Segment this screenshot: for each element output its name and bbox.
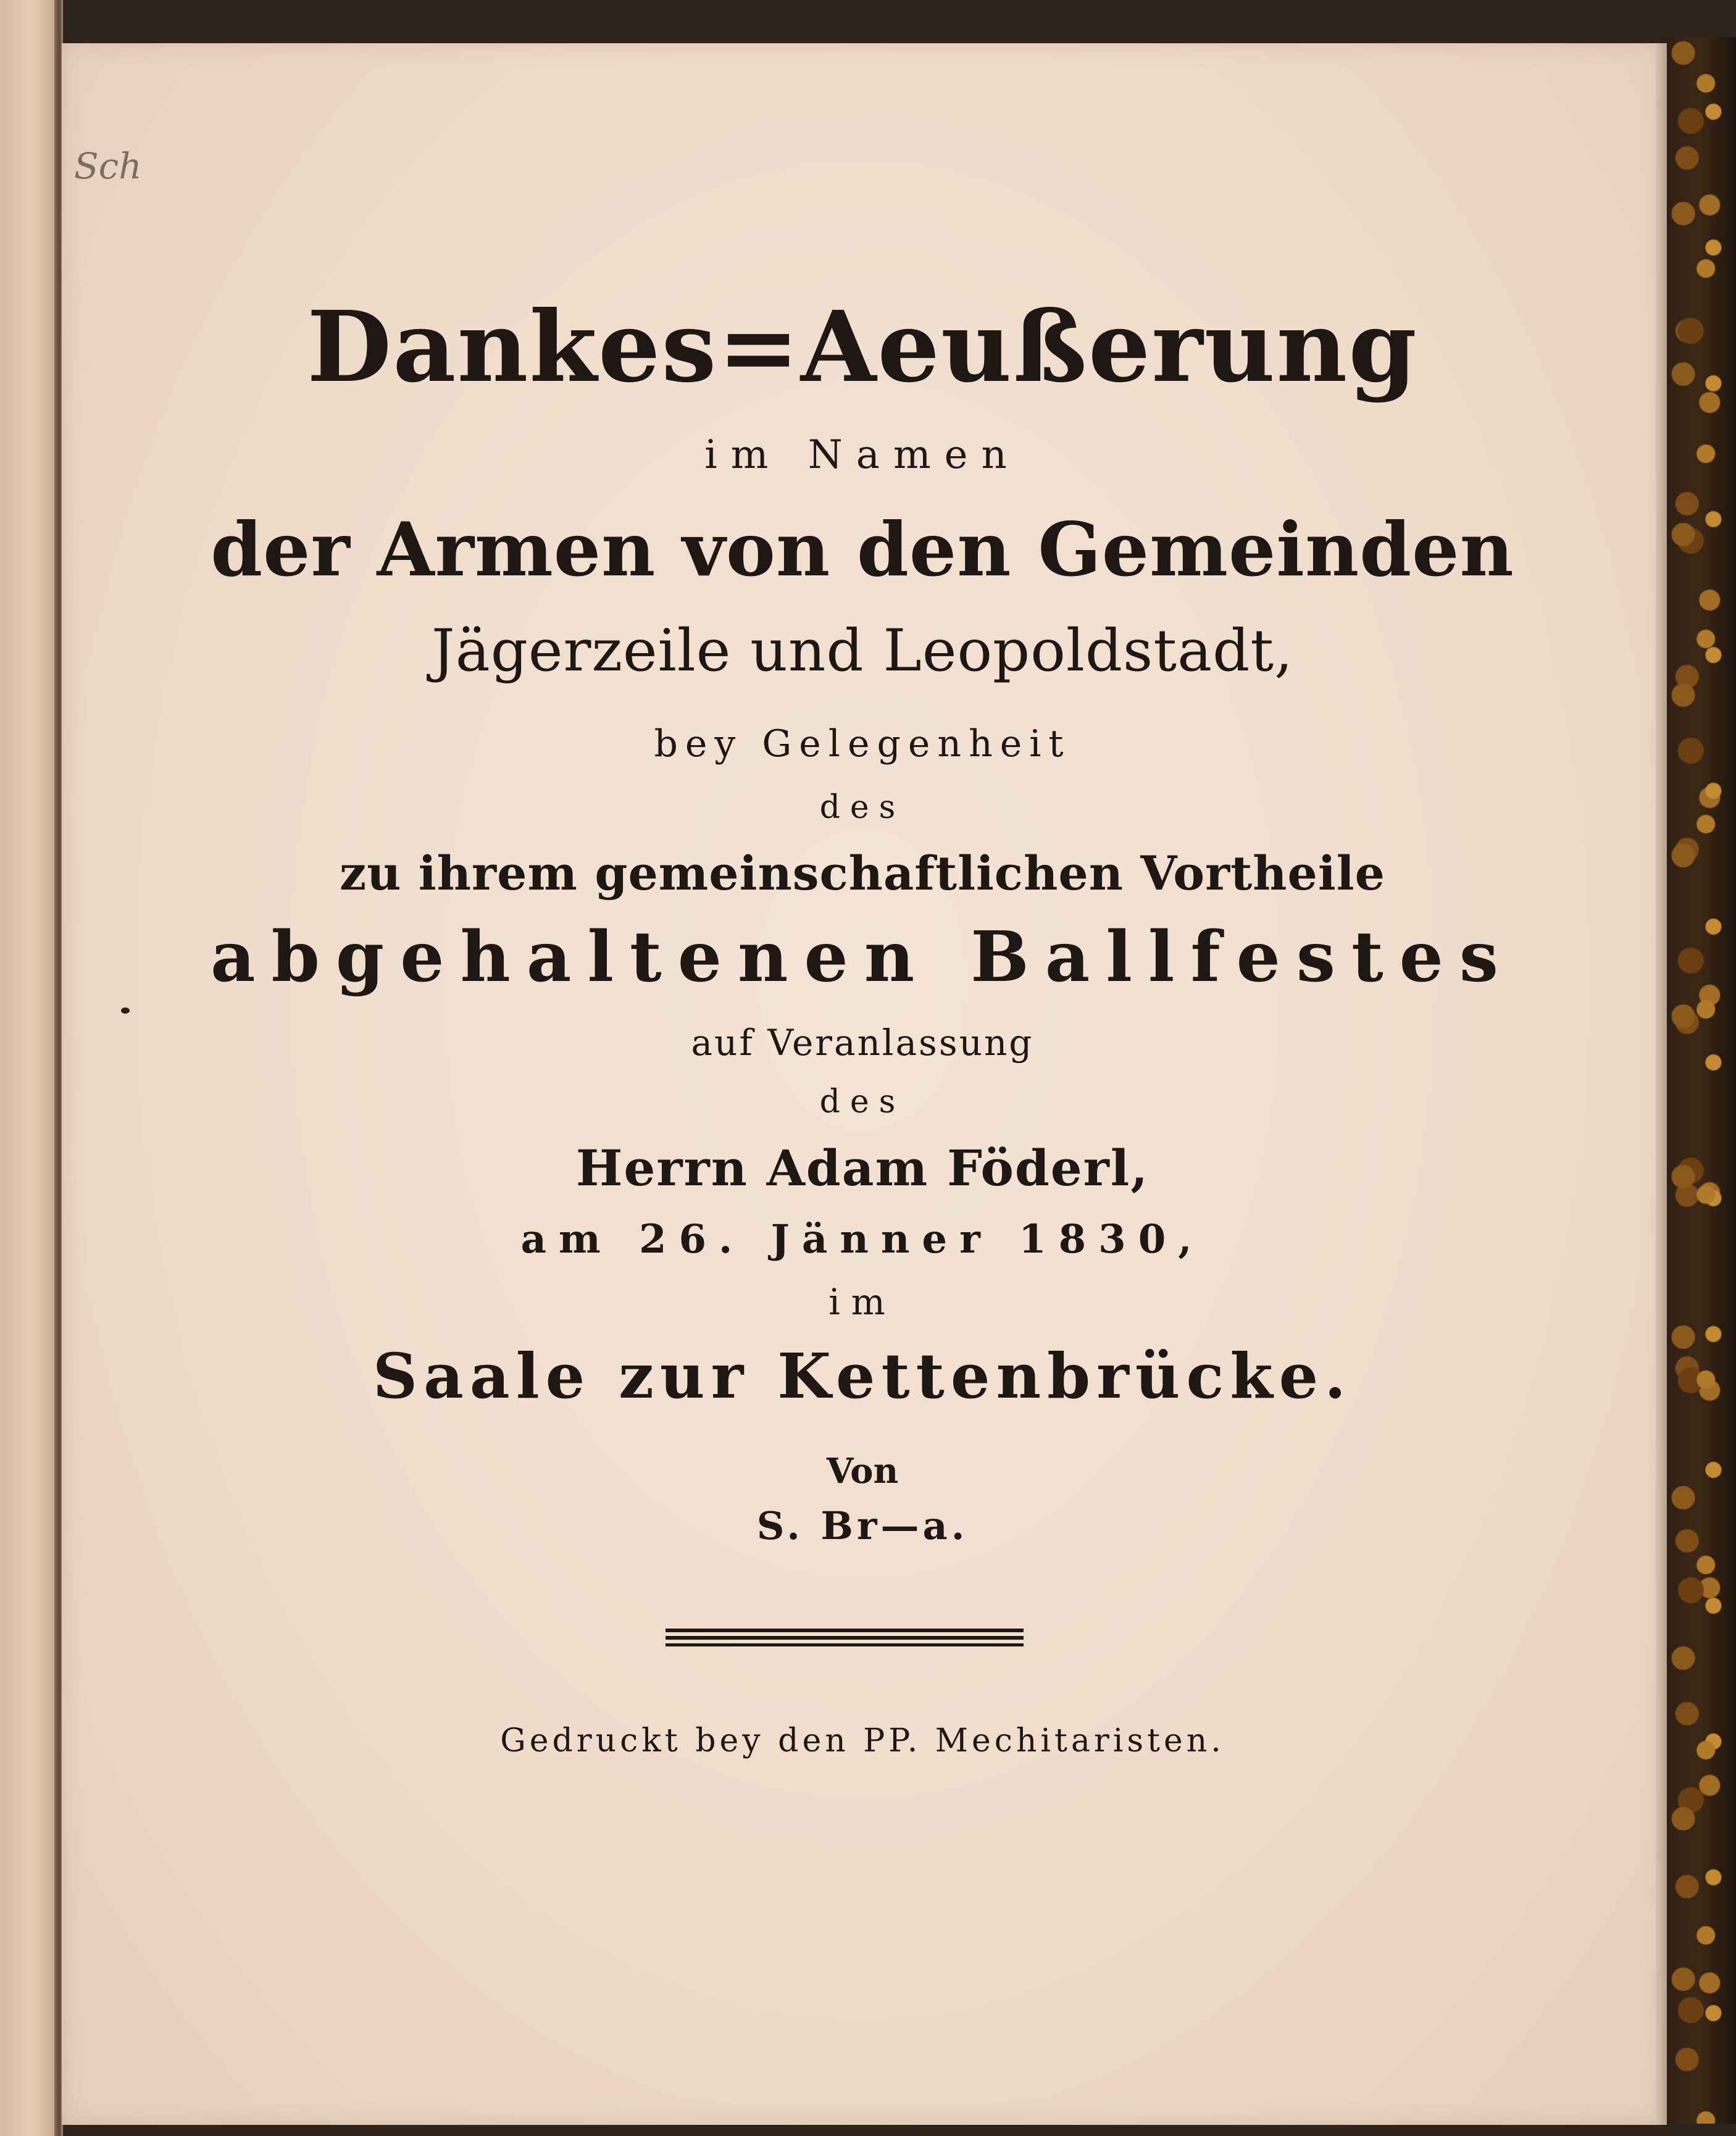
title-line-zu-ihrem: zu ihrem gemeinschaftlichen Vortheile <box>340 846 1385 901</box>
title-line-bey-gelegenheit: bey Gelegenheit <box>654 722 1071 766</box>
rule-line-top <box>666 1629 1024 1632</box>
marbled-cover-edge <box>1661 37 1736 2124</box>
author: S. Br—a. <box>756 1503 969 1548</box>
title-line-des-2: des <box>819 1083 906 1120</box>
printer-imprint: Gedruckt bey den PP. Mechitaristen. <box>500 1722 1225 1759</box>
document-title: Dankes=Aeußerung <box>307 290 1418 404</box>
title-line-im: im <box>828 1281 896 1323</box>
title-line-der-armen: der Armen von den Gemeinden <box>211 506 1514 593</box>
title-line-veranlassung: auf Veranlassung <box>691 1022 1034 1064</box>
title-line-saale: Saale zur Kettenbrücke. <box>372 1340 1353 1412</box>
handwritten-margin-note: Sch <box>74 145 142 187</box>
title-line-jaegerzeile: Jägerzeile und Leopoldstadt, <box>432 617 1293 685</box>
ink-speck <box>121 1008 130 1014</box>
rule-line-bottom <box>666 1643 1024 1646</box>
title-line-des-1: des <box>819 789 906 826</box>
title-line-date: am 26. Jänner 1830, <box>520 1216 1204 1262</box>
decorative-triple-rule <box>666 1629 1024 1647</box>
title-line-im-namen: im Namen <box>704 432 1020 478</box>
byline-label: Von <box>826 1451 899 1491</box>
facing-page-edge <box>0 0 57 2136</box>
rule-line-middle <box>666 1636 1024 1640</box>
title-line-ballfestes: abgehaltenen Ballfestes <box>211 917 1514 998</box>
title-line-herrn-adam: Herrn Adam Föderl, <box>575 1139 1150 1197</box>
